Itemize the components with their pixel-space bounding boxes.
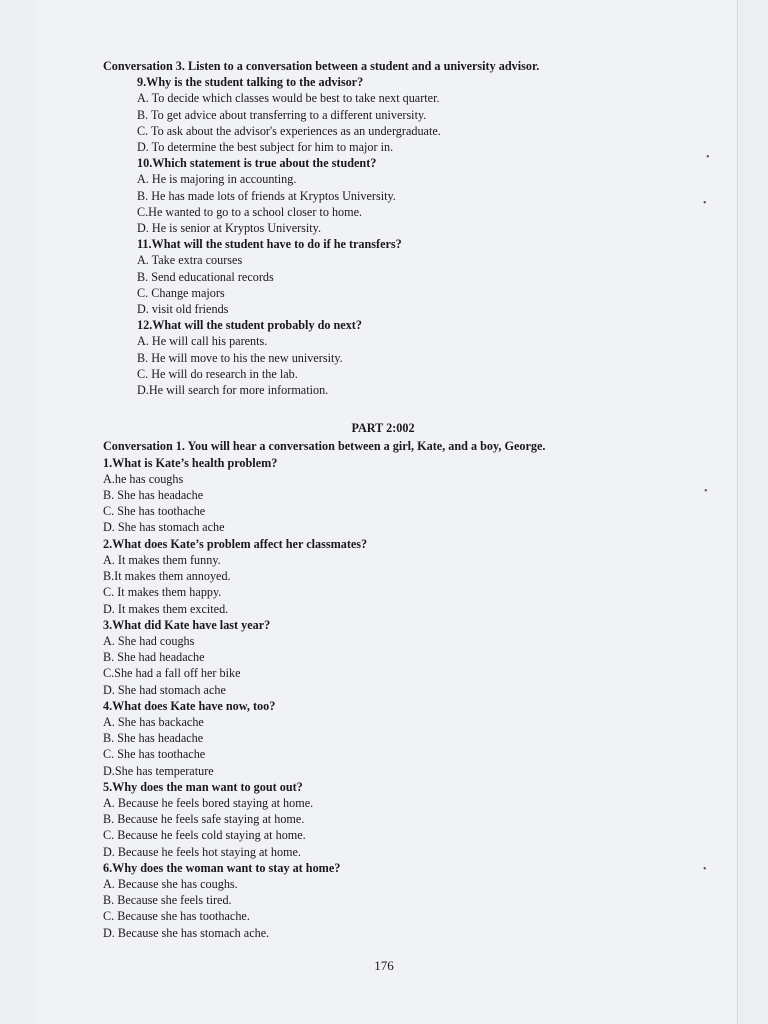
q3-option-b: B. She had headache	[103, 650, 205, 665]
q6-option-a: A. Because she has coughs.	[103, 876, 238, 891]
q10-option-b: B. He has made lots of friends at Kryptos University.	[137, 188, 396, 203]
q5-option-b: B. Because he feels safe staying at home.	[103, 812, 305, 827]
q11-option-a: A. Take extra courses	[137, 253, 243, 268]
q9-option-a: A. To decide which classes would be best to take next quarter.	[137, 91, 440, 106]
page-edge	[737, 0, 738, 1024]
q12-option-c: C. He will do research in the lab.	[137, 366, 298, 381]
part-2-conversation-1-heading: Conversation 1. You will hear a conversation between a girl, Kate, and a boy, George.	[103, 439, 546, 454]
question-1: 1.What is Kate’s health problem?	[103, 455, 278, 470]
q12-option-b: B. He will move to his the new university.	[137, 350, 343, 365]
q5-option-c: C. Because he feels cold staying at home.	[103, 828, 306, 843]
q5-option-d: D. Because he feels hot staying at home.	[103, 844, 301, 859]
part-2-title: PART 2:002	[351, 421, 415, 436]
q10-option-c: C.He wanted to go to a school closer to home.	[137, 204, 363, 219]
q6-option-c: C. Because she has toothache.	[103, 909, 250, 924]
q11-option-d: D. visit old friends	[137, 302, 229, 317]
question-12: 12.What will the student probably do next?	[137, 318, 362, 333]
q4-option-d: D.She has temperature	[103, 763, 214, 778]
q10-option-a: A. He is majoring in accounting.	[137, 172, 297, 187]
q2-option-b: B.It makes them annoyed.	[103, 569, 231, 584]
page-number: 176	[374, 958, 394, 973]
document-body	[103, 58, 663, 941]
question-11: 11.What will the student have to do if he transfers?	[137, 237, 402, 252]
q6-option-d: D. Because she has stomach ache.	[103, 925, 270, 940]
conversation-3-heading: Conversation 3. Listen to a conversation between a student and a university advisor.	[103, 59, 540, 73]
question-5: 5.Why does the man want to gout out?	[103, 779, 303, 794]
conversation-3-questions	[103, 74, 663, 398]
question-2: 2.What does Kate’s problem affect her classmates?	[103, 536, 368, 551]
margin-dot: •	[706, 152, 710, 163]
q1-option-b: B. She has headache	[103, 488, 204, 503]
question-6: 6.Why does the woman want to stay at home?	[103, 860, 341, 875]
margin-dot: •	[704, 486, 708, 497]
margin-dot: •	[703, 198, 707, 209]
q11-option-c: C. Change majors	[137, 285, 225, 300]
q9-option-b: B. To get advice about transferring to a different university.	[137, 107, 427, 122]
question-10: 10.Which statement is true about the student?	[137, 156, 377, 171]
q1-option-a: A.he has coughs	[103, 471, 184, 486]
question-3: 3.What did Kate have last year?	[103, 617, 271, 632]
q1-option-c: C. She has toothache	[103, 504, 206, 519]
q2-option-c: C. It makes them happy.	[103, 585, 222, 600]
question-4: 4.What does Kate have now, too?	[103, 698, 276, 713]
q3-option-d: D. She had stomach ache	[103, 682, 226, 697]
q2-option-d: D. It makes them excited.	[103, 601, 229, 616]
q2-option-a: A. It makes them funny.	[103, 552, 221, 567]
q4-option-b: B. She has headache	[103, 731, 204, 746]
q11-option-b: B. Send educational records	[137, 269, 274, 284]
q4-option-a: A. She has backache	[103, 714, 204, 729]
q9-option-c: C. To ask about the advisor's experiences as an undergraduate.	[137, 123, 441, 138]
part-2-questions	[103, 455, 663, 941]
q3-option-a: A. She had coughs	[103, 633, 195, 648]
question-9: 9.Why is the student talking to the advisor?	[137, 75, 364, 90]
margin-dot: •	[703, 864, 707, 875]
q12-option-a: A. He will call his parents.	[137, 334, 268, 349]
q4-option-c: C. She has toothache	[103, 747, 206, 762]
q1-option-d: D. She has stomach ache	[103, 520, 225, 535]
q9-option-d: D. To determine the best subject for him to major in.	[137, 140, 394, 155]
q3-option-c: C.She had a fall off her bike	[103, 666, 241, 681]
q5-option-a: A. Because he feels bored staying at home.	[103, 795, 314, 810]
q6-option-b: B. Because she feels tired.	[103, 893, 232, 908]
q12-option-d: D.He will search for more information.	[137, 383, 329, 398]
q10-option-d: D. He is senior at Kryptos University.	[137, 221, 322, 236]
